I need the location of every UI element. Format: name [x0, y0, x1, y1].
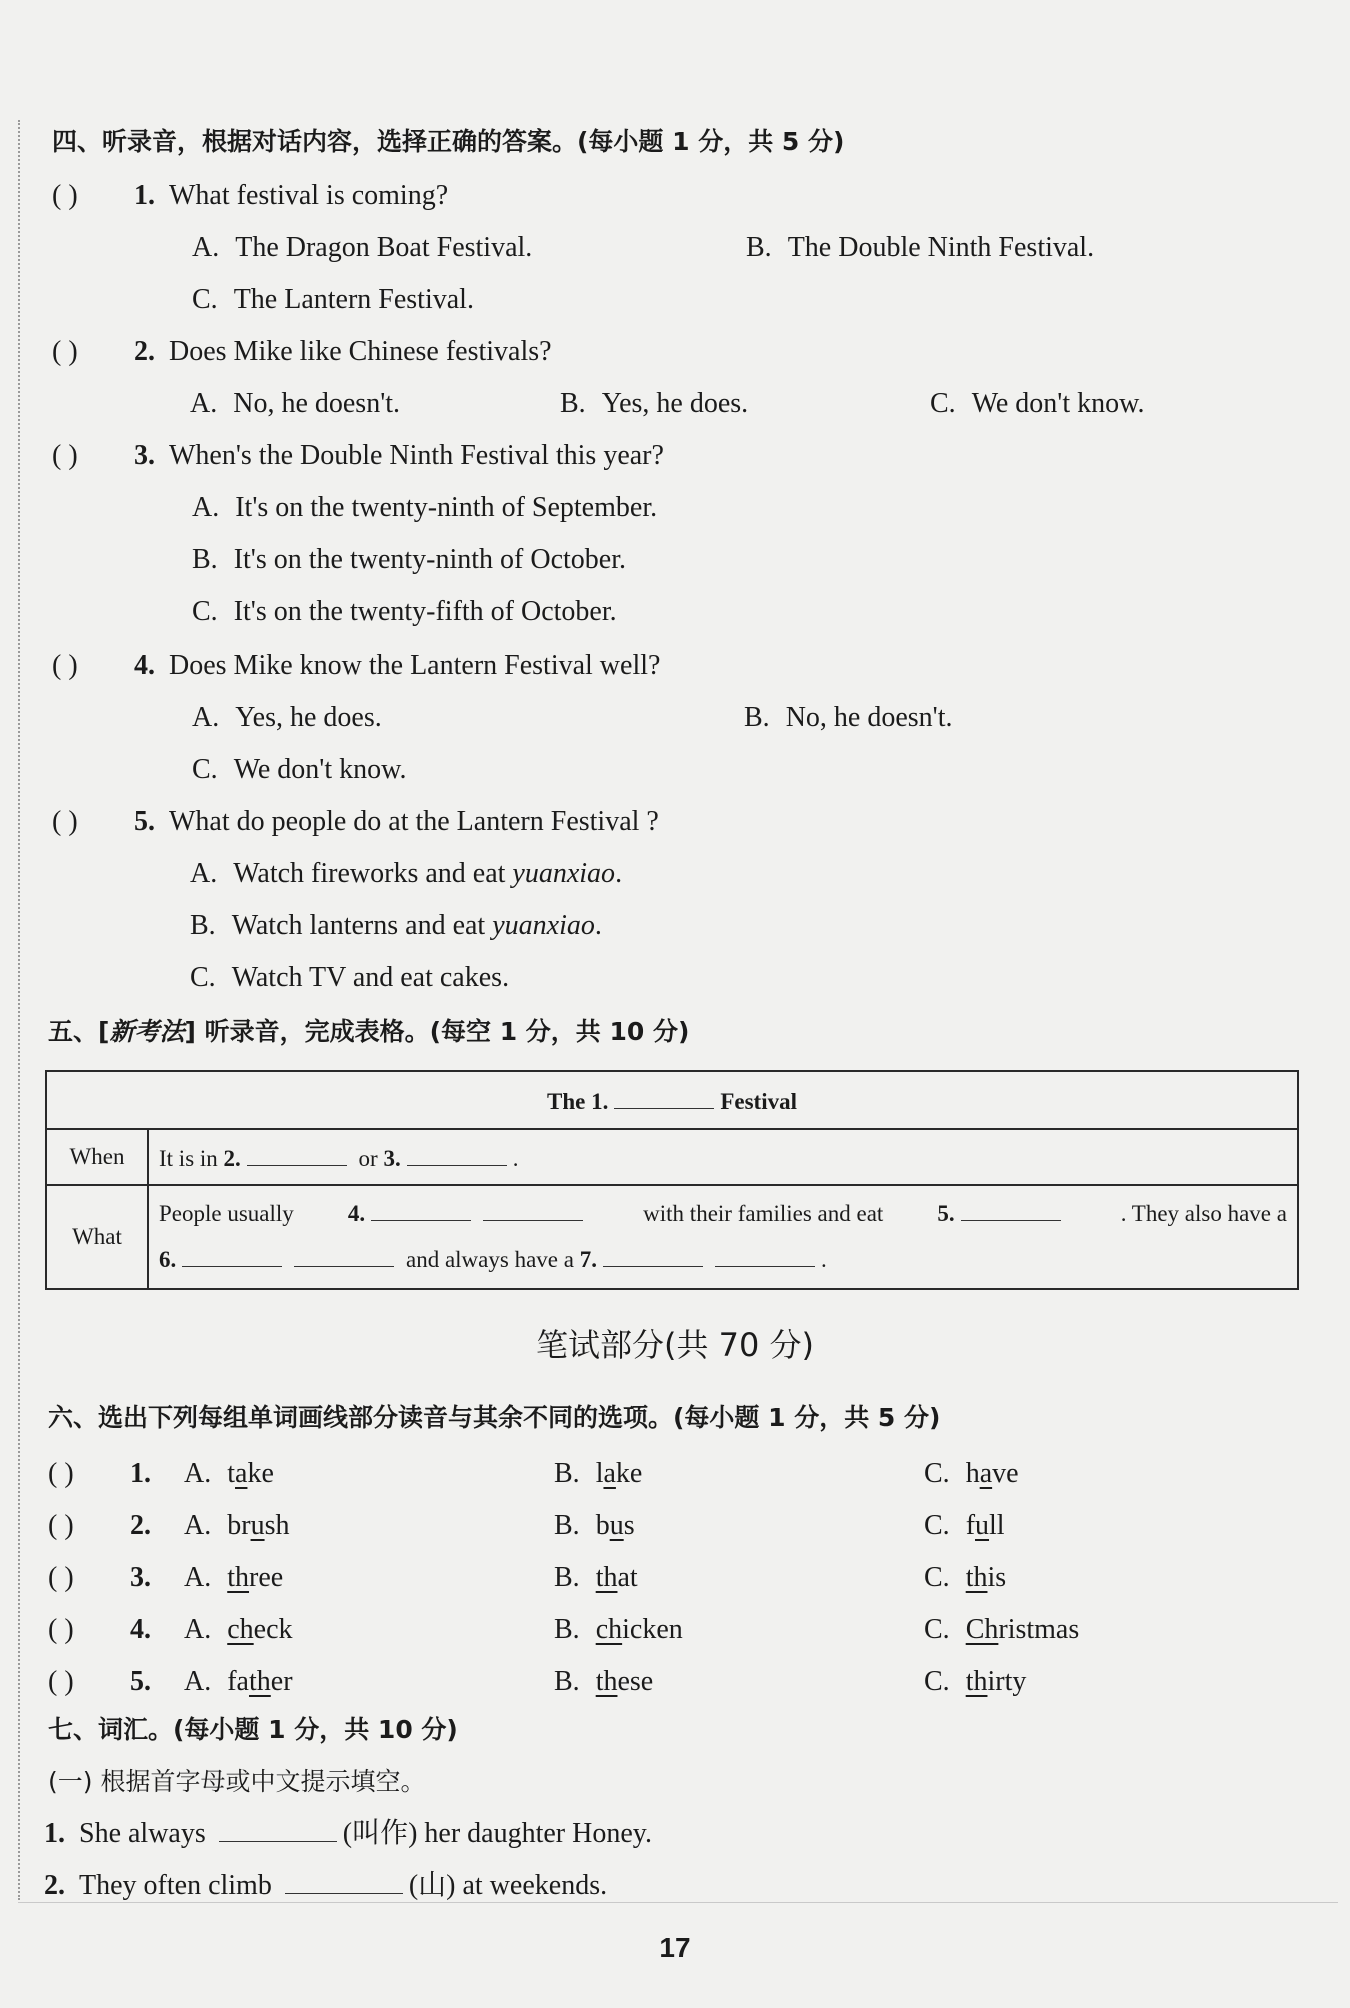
option-letter: B. [554, 1458, 580, 1489]
question-text: Does Mike know the Lantern Festival well? [169, 650, 661, 681]
option-letter: A. [192, 702, 220, 733]
option-letter: B. [554, 1562, 580, 1593]
option-letter: B. [192, 544, 218, 575]
option-a[interactable] [190, 386, 400, 422]
option-letter: A. [184, 1666, 212, 1697]
answer-bracket[interactable]: ( ) [48, 1666, 74, 1697]
option-letter: C. [924, 1510, 950, 1541]
option-b[interactable] [746, 230, 1094, 266]
option-c[interactable] [924, 1664, 1026, 1700]
option-text: The Double Ninth Festival. [787, 232, 1095, 263]
underlined-part: u [609, 1510, 624, 1541]
question-number: 3. [130, 1562, 151, 1593]
option-text: Watch lanterns and eat [231, 910, 493, 941]
option-c[interactable] [930, 386, 1145, 422]
word: these [595, 1666, 654, 1697]
option-c[interactable] [924, 1560, 1006, 1596]
option-a[interactable] [192, 490, 657, 526]
new-format-tag: 新考法 [109, 1017, 185, 1046]
word: three [227, 1562, 284, 1593]
section-4-heading: 四、听录音，根据对话内容，选择正确的答案。(每小题 1 分，共 5 分) [52, 127, 845, 156]
word: brush [227, 1510, 290, 1541]
underlined-part: a [235, 1458, 248, 1489]
answer-bracket[interactable]: ( ) [52, 806, 78, 837]
option-text-end: . [615, 858, 623, 889]
option-letter: A. [184, 1562, 212, 1593]
question-text-end: at weekends. [455, 1870, 608, 1901]
word: chicken [595, 1614, 683, 1645]
option-letter: C. [924, 1614, 950, 1645]
answer-bracket[interactable]: ( ) [48, 1614, 74, 1645]
question-number: 2. [130, 1510, 151, 1541]
question-2 [52, 334, 552, 370]
question-text: When's the Double Ninth Festival this year? [169, 440, 664, 471]
option-c[interactable] [192, 594, 617, 630]
section-5-heading: 五、[新考法] 听录音，完成表格。(每空 1 分，共 10 分) [48, 1017, 690, 1046]
question-number: 5. [134, 806, 155, 837]
question-6-1 [48, 1456, 165, 1492]
written-part-title: 笔试部分(共 70 分) [535, 1326, 815, 1364]
question-number: 2. [134, 336, 155, 367]
answer-bracket[interactable]: ( ) [48, 1562, 74, 1593]
option-a[interactable] [184, 1612, 293, 1648]
page-number: 17 [659, 1932, 691, 1963]
option-text: Watch fireworks and eat [233, 858, 513, 889]
underlined-part: th [595, 1666, 618, 1697]
question-6-4 [48, 1612, 165, 1648]
what-label: What [46, 1185, 148, 1289]
blank-7a[interactable] [603, 1244, 703, 1267]
option-a[interactable] [192, 700, 382, 736]
underlined-part: u [250, 1510, 265, 1541]
option-c[interactable] [192, 752, 407, 788]
option-text: It's on the twenty-ninth of October. [233, 544, 626, 575]
answer-blank[interactable] [219, 1819, 337, 1842]
question-number: 1. [134, 180, 155, 211]
option-text: It's on the twenty-ninth of September. [235, 492, 658, 523]
underlined-part: th [249, 1666, 271, 1697]
margin-dotted-line [18, 120, 20, 1900]
option-text: We don't know. [233, 754, 407, 785]
question-6-3 [48, 1560, 165, 1596]
question-5 [52, 804, 659, 840]
option-italic-word: yuanxiao [492, 910, 595, 941]
question-3 [52, 438, 664, 474]
option-c[interactable] [190, 960, 509, 996]
blank-7b[interactable] [715, 1244, 815, 1267]
option-letter: A. [190, 858, 218, 889]
option-letter: A. [184, 1458, 212, 1489]
option-letter: C. [192, 754, 218, 785]
question-number: 2. [44, 1870, 65, 1901]
option-b[interactable] [554, 1664, 653, 1700]
blank-5[interactable] [961, 1198, 1061, 1221]
option-b[interactable] [554, 1560, 638, 1596]
option-letter: B. [554, 1666, 580, 1697]
option-letter: C. [924, 1666, 950, 1697]
answer-bracket[interactable]: ( ) [52, 180, 78, 211]
option-text: No, he doesn't. [233, 388, 401, 419]
underlined-part: a [979, 1458, 993, 1489]
option-c[interactable] [192, 282, 474, 318]
blank-6b[interactable] [294, 1244, 394, 1267]
option-a[interactable] [192, 230, 532, 266]
vocab-question-2 [44, 1868, 607, 1904]
question-6-5 [48, 1664, 165, 1700]
option-text: Watch TV and eat cakes. [231, 962, 510, 993]
question-number: 1. [130, 1458, 151, 1489]
option-a[interactable] [190, 856, 622, 892]
option-letter: C. [924, 1562, 950, 1593]
section-7-subheading: (一) 根据首字母或中文提示填空。 [48, 1767, 426, 1796]
underlined-part: Ch [965, 1614, 999, 1645]
option-text: No, he doesn't. [785, 702, 953, 733]
question-text: Does Mike like Chinese festivals? [169, 336, 552, 367]
word: that [595, 1562, 638, 1593]
question-number: 3. [134, 440, 155, 471]
underlined-part: ch [227, 1614, 254, 1645]
option-c[interactable] [924, 1612, 1079, 1648]
answer-blank[interactable] [285, 1871, 403, 1894]
question-number: 1. [44, 1818, 65, 1849]
question-6-2 [48, 1508, 165, 1544]
hint-text: (山) [408, 1870, 456, 1901]
underlined-part: th [965, 1562, 988, 1593]
underlined-part: th [227, 1562, 250, 1593]
option-letter: C. [924, 1458, 950, 1489]
option-letter: A. [192, 492, 220, 523]
word: full [965, 1510, 1005, 1541]
underlined-part: th [965, 1666, 988, 1697]
option-text: The Dragon Boat Festival. [235, 232, 533, 263]
option-letter: A. [190, 388, 218, 419]
option-letter: C. [190, 962, 216, 993]
option-b[interactable] [744, 700, 952, 736]
word: this [965, 1562, 1007, 1593]
option-a[interactable] [184, 1664, 293, 1700]
question-text: They often climb [79, 1870, 279, 1901]
option-a[interactable] [184, 1456, 274, 1492]
when-label: When [46, 1129, 148, 1185]
word: Christmas [965, 1614, 1080, 1645]
vocab-question-1 [44, 1816, 652, 1852]
word: have [965, 1458, 1019, 1489]
underlined-part: a [603, 1458, 616, 1489]
hint-text: (叫作) [342, 1818, 418, 1849]
word: bus [595, 1510, 635, 1541]
question-text: She always [79, 1818, 213, 1849]
answer-bracket[interactable]: ( ) [52, 336, 78, 367]
option-letter: C. [930, 388, 956, 419]
underlined-part: th [595, 1562, 618, 1593]
festival-fill-table [45, 1070, 1299, 1290]
question-number: 4. [130, 1614, 151, 1645]
option-c[interactable] [924, 1508, 1005, 1544]
option-a[interactable] [184, 1560, 283, 1596]
option-text: Yes, he does. [235, 702, 382, 733]
question-4 [52, 648, 660, 684]
option-a[interactable] [184, 1508, 289, 1544]
blank-3[interactable] [407, 1143, 507, 1166]
option-letter: B. [744, 702, 770, 733]
word: thirty [965, 1666, 1027, 1697]
option-letter: B. [554, 1614, 580, 1645]
section-6-heading: 六、选出下列每组单词画线部分读音与其余不同的选项。(每小题 1 分，共 5 分) [48, 1403, 941, 1432]
table-title: The 1. Festival [46, 1071, 1298, 1129]
when-cell: It is in 2. or 3. . [148, 1129, 1298, 1185]
question-text: What do people do at the Lantern Festival ? [169, 806, 659, 837]
option-b[interactable] [192, 542, 626, 578]
question-1 [52, 178, 448, 214]
answer-bracket[interactable]: ( ) [48, 1458, 74, 1489]
option-letter: A. [184, 1614, 212, 1645]
answer-bracket[interactable]: ( ) [52, 650, 78, 681]
option-b[interactable] [554, 1612, 683, 1648]
option-text: We don't know. [971, 388, 1145, 419]
blank-2[interactable] [247, 1143, 347, 1166]
option-b[interactable] [190, 908, 602, 944]
underlined-part: u [975, 1510, 990, 1541]
answer-bracket[interactable]: ( ) [52, 440, 78, 471]
question-text: What festival is coming? [169, 180, 449, 211]
option-text: Yes, he does. [601, 388, 749, 419]
answer-bracket[interactable]: ( ) [48, 1510, 74, 1541]
word: take [227, 1458, 274, 1489]
option-letter: B. [554, 1510, 580, 1541]
option-text: The Lantern Festival. [233, 284, 474, 315]
section-7-heading: 七、词汇。(每小题 1 分，共 10 分) [48, 1715, 458, 1744]
option-letter: B. [746, 232, 772, 263]
blank-6a[interactable] [182, 1244, 282, 1267]
question-text-end: her daughter Honey. [417, 1818, 652, 1849]
word: father [227, 1666, 293, 1697]
word: check [227, 1614, 293, 1645]
option-letter: B. [190, 910, 216, 941]
option-b[interactable] [554, 1456, 642, 1492]
question-number: 5. [130, 1666, 151, 1697]
word: lake [595, 1458, 643, 1489]
question-number: 4. [134, 650, 155, 681]
option-b[interactable] [554, 1508, 635, 1544]
option-letter: B. [560, 388, 586, 419]
option-b[interactable] [560, 386, 748, 422]
option-text: It's on the twenty-fifth of October. [233, 596, 617, 627]
option-c[interactable] [924, 1456, 1019, 1492]
bottom-rule [18, 1902, 1338, 1903]
blank-4b[interactable] [483, 1198, 583, 1221]
option-letter: A. [192, 232, 220, 263]
option-letter: A. [184, 1510, 212, 1541]
blank-1[interactable] [614, 1086, 714, 1109]
option-italic-word: yuanxiao [512, 858, 616, 889]
option-letter: C. [192, 596, 218, 627]
what-cell: People usually 4. with their families and eat 5. . They also have a 6. and always have a 7. . [148, 1185, 1298, 1289]
option-text-end: . [594, 910, 602, 941]
underlined-part: ch [595, 1614, 623, 1645]
option-letter: C. [192, 284, 218, 315]
blank-4a[interactable] [371, 1198, 471, 1221]
